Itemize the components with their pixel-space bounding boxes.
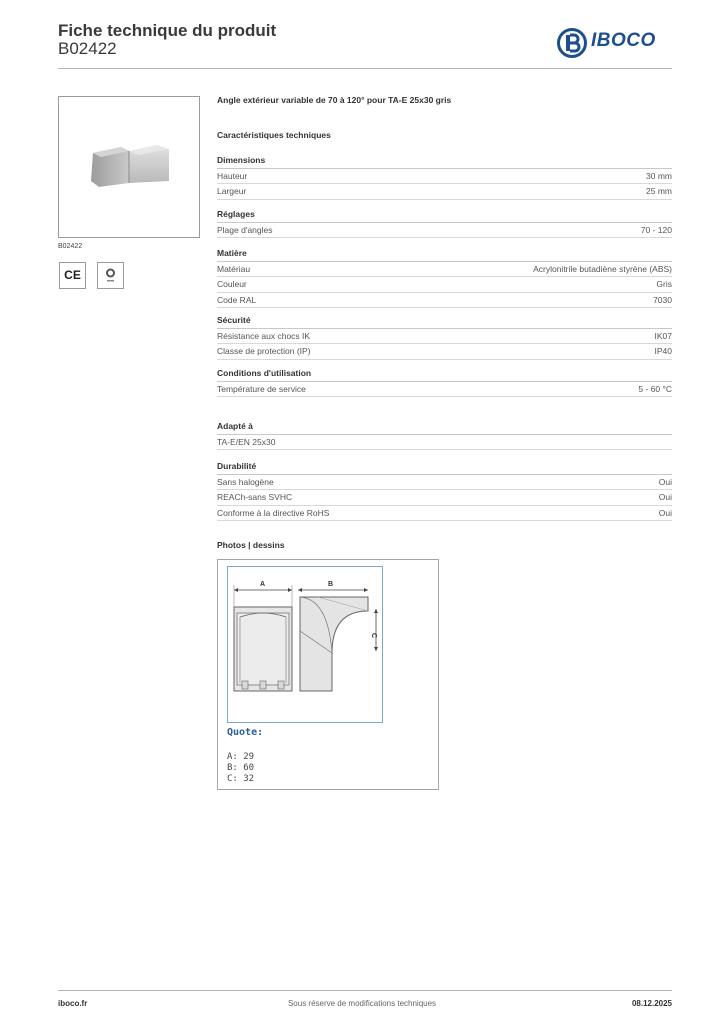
group-material [217, 248, 672, 308]
certification-seal-icon [97, 262, 124, 289]
iboco-logo[interactable] [557, 28, 675, 60]
spec-label: Température de service [217, 384, 306, 394]
spec-label: Classe de protection (IP) [217, 346, 311, 357]
spec-value: 25 mm [646, 186, 672, 197]
group-dimensions [217, 155, 672, 200]
quote-a: A: 29 [227, 752, 255, 762]
dim-label-b: B [328, 581, 334, 588]
product-image-frame [58, 96, 200, 238]
spec-row [217, 293, 672, 308]
ce-label: CE [64, 268, 81, 282]
spec-label: Sans halogène [217, 477, 274, 487]
footer-date: 08.12.2025 [631, 999, 672, 1008]
group-compatible [217, 421, 672, 450]
spec-value: 30 mm [646, 171, 672, 181]
spec-label: REACh-sans SVHC [217, 492, 293, 503]
spec-row [217, 223, 672, 238]
product-photo [59, 97, 199, 237]
product-name: Angle extérieur variable de 70 à 120° pour TA-E 25x30 gris [217, 95, 452, 105]
spec-label: Conforme à la directive RoHS [217, 507, 330, 518]
group-settings [217, 209, 672, 238]
drawing-panel [217, 559, 439, 790]
spec-value: Oui [658, 492, 672, 503]
page-title: Fiche technique du produit [58, 21, 277, 40]
quote-b: B: 60 [227, 763, 255, 773]
footer-note: Sous réserve de modifications techniques [287, 999, 437, 1008]
footer-divider [58, 990, 672, 991]
group-title: Durabilité [217, 461, 672, 475]
spec-label: Hauteur [217, 171, 248, 181]
quote-c: C: 32 [227, 774, 255, 784]
spec-value: IK07 [654, 331, 672, 341]
spec-value: Acrylonitrile butadiène styrène (ABS) [533, 264, 672, 274]
photos-title: Photos | dessins [217, 540, 285, 550]
spec-row [217, 329, 672, 344]
technical-drawing[interactable] [227, 566, 383, 723]
spec-value: 70 - 120 [640, 225, 672, 235]
group-title: Dimensions [217, 155, 672, 169]
image-caption: B02422 [58, 243, 83, 250]
group-safety [217, 315, 672, 360]
logo-mark-icon [557, 28, 587, 58]
footer-site-link[interactable]: iboco.fr [58, 999, 88, 1008]
specs-title: Caractéristiques techniques [217, 130, 331, 140]
spec-row [217, 262, 672, 277]
group-conditions [217, 368, 672, 397]
spec-label: Largeur [217, 186, 247, 197]
spec-row [217, 506, 672, 521]
product-code: B02422 [58, 39, 117, 58]
spec-label: Plage d'angles [217, 225, 273, 235]
spec-row [217, 344, 672, 359]
dim-label-c: C [370, 633, 377, 639]
spec-row [217, 169, 672, 184]
group-title: Réglages [217, 209, 672, 223]
group-title: Sécurité [217, 315, 672, 329]
spec-row [217, 435, 672, 450]
spec-label: Code RAL [217, 294, 257, 305]
ce-mark [59, 262, 86, 289]
spec-label: Couleur [217, 279, 247, 290]
spec-row [217, 490, 672, 505]
spec-label: Résistance aux chocs IK [217, 331, 311, 341]
dim-label-a: A [260, 581, 266, 588]
spec-row [217, 475, 672, 490]
spec-value: Gris [656, 279, 672, 290]
group-sustainability [217, 461, 672, 521]
group-title: Conditions d'utilisation [217, 368, 672, 382]
spec-label: TA-E/EN 25x30 [217, 437, 276, 447]
quote-title: Quote: [227, 727, 264, 738]
spec-value: 7030 [653, 294, 672, 305]
spec-value: IP40 [654, 346, 672, 357]
spec-label: Matériau [217, 264, 251, 274]
spec-value: Oui [658, 477, 672, 487]
spec-row [217, 277, 672, 292]
dimension-drawing [228, 567, 382, 722]
spec-row [217, 382, 672, 397]
group-title: Matière [217, 248, 672, 262]
spec-value: 5 - 60 °C [638, 384, 672, 394]
spec-row [217, 184, 672, 199]
spec-value: Oui [658, 507, 672, 518]
logo-text: IBOCO [591, 30, 656, 51]
header-divider [58, 68, 672, 69]
group-title: Adapté à [217, 421, 672, 435]
